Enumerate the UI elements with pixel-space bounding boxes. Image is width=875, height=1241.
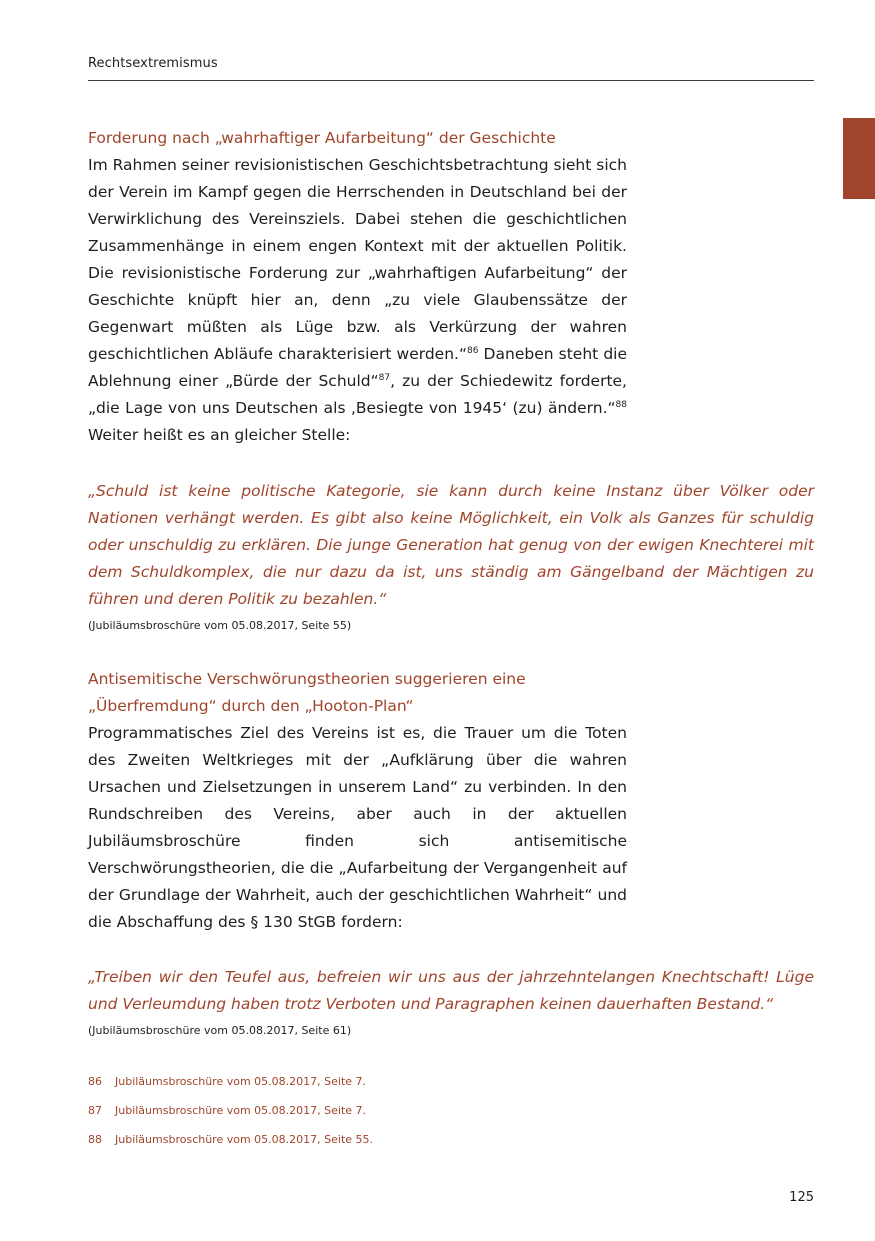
body-text-run: Im Rahmen seiner revisionistischen Geschichtsbetrachtung sieht sich der Verein im Kampf gegen die Herrschenden in Deutschland bei der Verwirklichung des Vereinsziels. Dabei stehen die geschichtlichen Zusammenhänge in einem engen Kontext mit der aktuellen Politik. Die revisionistische Forderung zur „wahrhaftigen Aufarbeitung“ der Geschichte knüpft hier an, denn „zu viele Glaubenssätze der Gegenwart müßten als Lüge bzw. als Verkürzung der wahren geschichtlichen Abläufe charakterisiert werden.“ [88, 156, 627, 363]
chapter-tab-marker [843, 118, 875, 199]
block-quote: „Schuld ist keine politische Kategorie, sie kann durch keine Instanz über Völker oder Nationen verhängt werden. Es gibt also keine Möglichkeit, ein Volk als Ganzes für schuldig oder unschuldig zu erklären. Die junge Generation hat genug von der ewigen Knechterei mit dem Schuldkomplex, die nur dazu da ist, uns ständig am Gängelband der Mächtigen zu führen und deren Politik zu bezahlen.“ [88, 482, 814, 608]
footnote-text: Jubiläumsbroschüre vom 05.08.2017, Seite 55. [115, 1133, 374, 1146]
footnote-reference[interactable]: 86 [467, 346, 479, 356]
footnote-text: Jubiläumsbroschüre vom 05.08.2017, Seite 7. [115, 1075, 367, 1088]
page-number: 125 [789, 1190, 814, 1205]
footnote-number: 87 [88, 1104, 102, 1117]
section-title-line: Forderung nach „wahrhaftiger Aufarbeitung“ der Geschichte [88, 129, 556, 147]
body-paragraph [88, 152, 627, 449]
section-title [88, 125, 556, 152]
block-quote: „Treiben wir den Teufel aus, befreien wir uns aus der jahrzehntelangen Knechtschaft! Lüge und Verleumdung haben trotz Verboten und Paragraphen keinen dauerhaften Bestand.“ [88, 968, 814, 1013]
footnote-item [88, 1104, 366, 1117]
footnote-text: Jubiläumsbroschüre vom 05.08.2017, Seite 7. [115, 1104, 367, 1117]
section-title-line: Antisemitische Verschwörungstheorien suggerieren eine [88, 670, 526, 688]
footnote-reference[interactable]: 88 [615, 400, 627, 410]
section-title [88, 666, 526, 720]
body-text-run: Weiter heißt es an gleicher Stelle: [88, 426, 351, 444]
running-header [88, 56, 814, 81]
footnote-item [88, 1075, 366, 1088]
body-text-run: Programmatisches Ziel des Vereins ist es, die Trauer um die Toten des Zweiten Weltkrieges mit der „Aufklärung über die wahren Ursachen und Zielsetzungen in unserem Land“ zu verbinden. In den Rundschreiben des Vereins, aber auch in der aktuellen Jubiläumsbroschüre finden sich antisemitische Verschwörungstheorien, die die „Aufarbeitung der Vergangenheit auf der Grundlage der Wahrheit, auch der geschichtlichen Wahrheit“ und die Abschaffung des § 130 StGB fordern: [88, 724, 627, 931]
footnote-item [88, 1133, 373, 1146]
body-paragraph [88, 720, 627, 936]
running-header-title: Rechtsextremismus [88, 56, 218, 71]
footnote-number: 86 [88, 1075, 102, 1088]
section-title-line: „Überfremdung“ durch den „Hooton-Plan“ [88, 697, 414, 715]
body-text-run: , zu der Schiedewitz forderte, „die Lage von uns Deutschen als ‚Besiegte von 1945‘ (zu) ändern.“ [88, 372, 627, 417]
quote-source: (Jubiläumsbroschüre vom 05.08.2017, Seite 61) [88, 1024, 352, 1037]
footnote-reference[interactable]: 87 [378, 373, 391, 383]
body-text-run: Daneben steht die Ablehnung einer „Bürde der Schuld“ [88, 345, 628, 390]
footnote-number: 88 [88, 1133, 102, 1146]
quote-source: (Jubiläumsbroschüre vom 05.08.2017, Seite 55) [88, 619, 352, 632]
